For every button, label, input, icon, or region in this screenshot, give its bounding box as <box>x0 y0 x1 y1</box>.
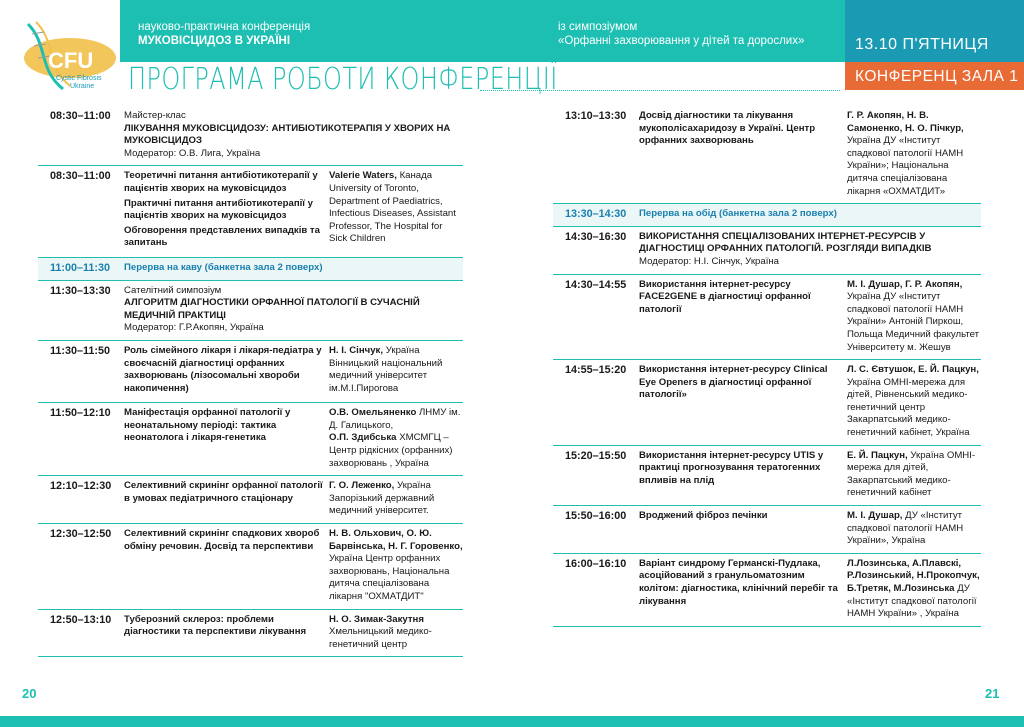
speaker-info <box>847 450 981 500</box>
talk-title: Роль сімейного лікаря і лікаря-педіатра у своєчасній діагностиці орфанних захворювань (лізосомальні хвороби накопичення) <box>124 344 322 394</box>
speaker-name: Н. О. Зимак-Закутня <box>329 613 424 625</box>
session-content <box>639 364 847 440</box>
session-time: 08:30–11:00 <box>50 110 111 122</box>
speaker-affiliation: Україна Вінницький національний медичний університет ім.М.І.Пирогова <box>329 344 443 394</box>
session-time: 12:30–12:50 <box>50 528 112 541</box>
program-row <box>38 403 463 476</box>
program-row <box>553 360 981 446</box>
speaker-affiliation: Україна ОМНІ-мережа для дітей, Рівненський медико-генетичний центр Закарпатський медико-генетичний кабінет, Україна <box>847 376 970 439</box>
logo-text: CFU <box>48 48 94 73</box>
moderator: Модератор: Г.Р.Акопян, Україна <box>124 322 264 334</box>
speaker-name: М. І. Душар, <box>847 510 903 522</box>
session-time: 11:00–11:30 <box>50 261 111 274</box>
program-column-left <box>38 106 463 657</box>
program-row <box>553 227 981 275</box>
speaker-name: Н. І. Сінчук, <box>329 344 384 356</box>
speaker-name: Л.Лозинська, А.Плавскі, Р.Лозинський, Н.Прокопчук, Б.Третяк, М.Лозинська <box>847 557 980 594</box>
logo-sub2: Ukraine <box>70 83 95 90</box>
session-time: 14:30–14:55 <box>565 278 627 291</box>
session-type: Майстер-клас <box>124 110 186 121</box>
speaker-info <box>329 614 463 652</box>
speaker-info <box>847 110 981 198</box>
session-time: 15:50–16:00 <box>565 510 627 523</box>
talk-title: Практичні питання антибіотикотерапії у пацієнтів хворих на муковісцидоз <box>124 197 313 222</box>
speaker-info <box>847 510 981 548</box>
talk-title: Теоретичні питання антибіотикотерапії у пацієнтів хворих на муковісцидоз <box>124 170 318 194</box>
talk-title: Досвід діагностики та лікування мукополісахаридозу в Україні. Центр орфанних захворювань <box>639 110 816 147</box>
session-content <box>124 614 329 652</box>
speaker-name: О.В. Омельяненко <box>329 407 417 419</box>
program-row <box>38 610 463 658</box>
session-time: 14:55–15:20 <box>565 364 627 377</box>
session-content <box>639 558 847 621</box>
program-row <box>38 106 463 166</box>
speaker-name: Г. Р. Акопян, Н. В. Самоненко, Н. О. Пічкур, <box>847 110 964 134</box>
session-content <box>639 231 981 269</box>
header-band <box>120 0 845 62</box>
speaker-name: Е. Й. Пацкун, <box>847 449 908 461</box>
program-row <box>553 275 981 361</box>
speaker-affiliation: Україна Запорізький державний медичний університет. <box>329 480 435 517</box>
speaker-affiliation: ДУ «Інститут спадкової патології НАМН України» , Україна <box>847 583 977 620</box>
speaker-name: Н. В. Ольхович, О. Ю. Барвінська, Н. Г. Горовенко, <box>329 528 463 552</box>
speaker-affiliation: ХМСМГЦ – Центр рідкісних (орфанних) захворювань , Україна <box>329 432 453 469</box>
title-divider <box>480 90 840 91</box>
moderator: Модератор: О.В. Лига, Україна <box>124 147 261 159</box>
talk-title: Маніфестація орфанної патології у неонатальному періоді: тактика неонатолога і лікаря-генетика <box>124 407 291 444</box>
footer-bar <box>0 716 1024 727</box>
session-content <box>639 279 847 355</box>
speaker-affiliation: Хмельницький медико-генетичний центр <box>329 626 432 650</box>
session-content <box>124 110 463 160</box>
talk-title: Селективний скринінг спадкових хвороб обміну речовин. Досвід та перспективи <box>124 528 320 552</box>
session-content <box>124 407 329 470</box>
cfu-logo <box>18 14 118 100</box>
talk-title: Селективний скринінг орфанної патології в умовах педіатричного стаціонару <box>124 480 323 504</box>
session-title: Перерва на каву (банкетна зала 2 поверх) <box>124 261 323 273</box>
session-content <box>124 345 329 397</box>
speaker-affiliation: ЛНМУ ім. Д. Галицького, <box>329 407 461 431</box>
program-row <box>553 506 981 554</box>
speaker-info <box>847 279 981 355</box>
session-content <box>639 208 981 221</box>
speaker-info <box>329 480 463 518</box>
session-content <box>639 110 847 198</box>
session-content <box>124 285 463 335</box>
session-time: 13:30–14:30 <box>565 208 627 221</box>
session-time: 11:30–11:50 <box>50 344 111 357</box>
speaker-info <box>329 528 463 604</box>
speaker-info <box>329 170 463 252</box>
program-row <box>38 524 463 610</box>
talk-title: Використання інтернет-ресурсу UTIS у практиці прогнозування тератогенних впливів на плід <box>639 449 824 486</box>
speaker-affiliation: ДУ «Інститут спадкової патології НАМН України», Україна <box>847 510 964 547</box>
session-title: ЛІКУВАННЯ МУКОВІСЦИДОЗУ: АНТИБІОТИКОТЕРАПІЯ У ХВОРИХ НА МУКОВІСЦИДОЗ <box>124 122 451 147</box>
logo-sub1: Cystic Fibrosis <box>56 75 102 82</box>
program-row <box>553 446 981 506</box>
speaker-affiliation: Україна Центр орфанних захворювань, Національна дитяча спеціалізована лікарня "ОХМАТДИТ" <box>329 553 450 602</box>
session-time: 13:10–13:30 <box>565 110 627 122</box>
speaker-affiliation: Канада University of Toronto, Department of Paediatrics, Infectious Diseases, Assistant Professor, The Hospital for Sick Children <box>329 170 456 245</box>
speaker-info <box>847 558 981 621</box>
session-time: 14:30–16:30 <box>565 230 627 243</box>
session-time: 11:30–13:30 <box>50 284 111 297</box>
speaker-affiliation: Україна ОМНІ-мережа для дітей, Закарпатський медико-генетичний кабінет <box>847 449 976 499</box>
moderator: Модератор: Н.І. Сінчук, Україна <box>639 255 780 267</box>
speaker-info <box>329 345 463 397</box>
program-row <box>553 106 981 204</box>
speaker-name: Valerie Waters, <box>329 170 397 182</box>
break-row <box>553 204 981 227</box>
program-row <box>38 476 463 524</box>
program-row <box>553 554 981 627</box>
speaker-info <box>847 364 981 440</box>
session-title: ВИКОРИСТАННЯ СПЕЦІАЛІЗОВАНИХ ІНТЕРНЕТ-РЕСУРСІВ У ДІАГНОСТИЦІ ОРФАННИХ ПАТОЛОГІЙ. РОЗГЛЯДИ ВИПАДКІВ <box>639 230 932 255</box>
hall-badge: КОНФЕРЕНЦ ЗАЛА 1 <box>845 62 1024 90</box>
session-content <box>124 170 329 252</box>
conference-line: науково-практична конференція МУКОВІСЦИДОЗ В УКРАЇНІ <box>138 21 311 47</box>
session-time: 12:50–13:10 <box>50 613 112 626</box>
session-content <box>124 480 329 518</box>
talk-title: Використання інтернет-ресурсу FACE2GENE в діагностиці орфанної патології <box>639 278 811 315</box>
page-title: ПРОГРАМА РОБОТИ КОНФЕРЕНЦІЇ <box>128 62 558 97</box>
session-time: 11:50–12:10 <box>50 407 111 420</box>
session-type: Сателітний симпозіум <box>124 284 222 296</box>
speaker-info <box>329 407 463 470</box>
program-row <box>38 341 463 403</box>
speaker-name: О.П. Здибська <box>329 432 397 444</box>
talk-title: Обговорення представлених випадків та запитань <box>124 224 320 249</box>
session-content <box>124 528 329 604</box>
page-number-left: 20 <box>22 686 37 701</box>
session-content <box>124 262 463 275</box>
session-content <box>639 510 847 548</box>
speaker-name: Г. О. Леженко, <box>329 480 395 492</box>
date-badge: 13.10 П'ЯТНИЦЯ <box>845 0 1024 62</box>
session-title: Перерва на обід (банкетна зала 2 поверх) <box>639 208 837 220</box>
session-content <box>639 450 847 500</box>
speaker-name: М. І. Душар, Г. Р. Акопян, <box>847 278 963 290</box>
talk-title: Варіант синдрому Германскі-Пудлака, асоційований з гранульоматозним колітом: діагностика, клінічний перебіг та лікування <box>639 557 838 607</box>
speaker-affiliation: Україна ДУ «Інститут спадкової патології НАМН України» Антоній Пиркош, Польща Медичний факультет Університету м. Жешув <box>847 291 980 353</box>
session-time: 15:20–15:50 <box>565 449 627 462</box>
talk-title: Туберозний склероз: проблеми діагностики та перспективи лікування <box>124 613 307 638</box>
session-time: 12:10–12:30 <box>50 480 112 493</box>
session-title: АЛГОРИТМ ДІАГНОСТИКИ ОРФАННОЇ ПАТОЛОГІЇ В СУЧАСНІЙ МЕДИЧНІЙ ПРАКТИЦІ <box>124 297 420 321</box>
speaker-name: Л. С. Євтушок, Е. Й. Пацкун, <box>847 364 979 376</box>
symposium-line: із симпозіумом «Орфанні захворювання у дітей та дорослих» <box>558 21 805 47</box>
talk-title: Використання інтернет-ресурсу Clinical Eye Openers в діагностиці орфанної патології» <box>639 364 828 401</box>
talk-title: Вроджений фіброз печінки <box>639 510 768 522</box>
break-row <box>38 258 463 281</box>
program-row <box>38 166 463 258</box>
program-row <box>38 281 463 341</box>
session-time: 08:30–11:00 <box>50 170 111 183</box>
speaker-affiliation: Україна ДУ «Інститут спадкової патології НАМН України»; Національна дитяча спеціалізована лікарня «ОХМАТДИТ» <box>847 135 964 197</box>
session-time: 16:00–16:10 <box>565 557 627 570</box>
program-column-right <box>553 106 981 627</box>
page-number-right: 21 <box>985 686 1000 701</box>
